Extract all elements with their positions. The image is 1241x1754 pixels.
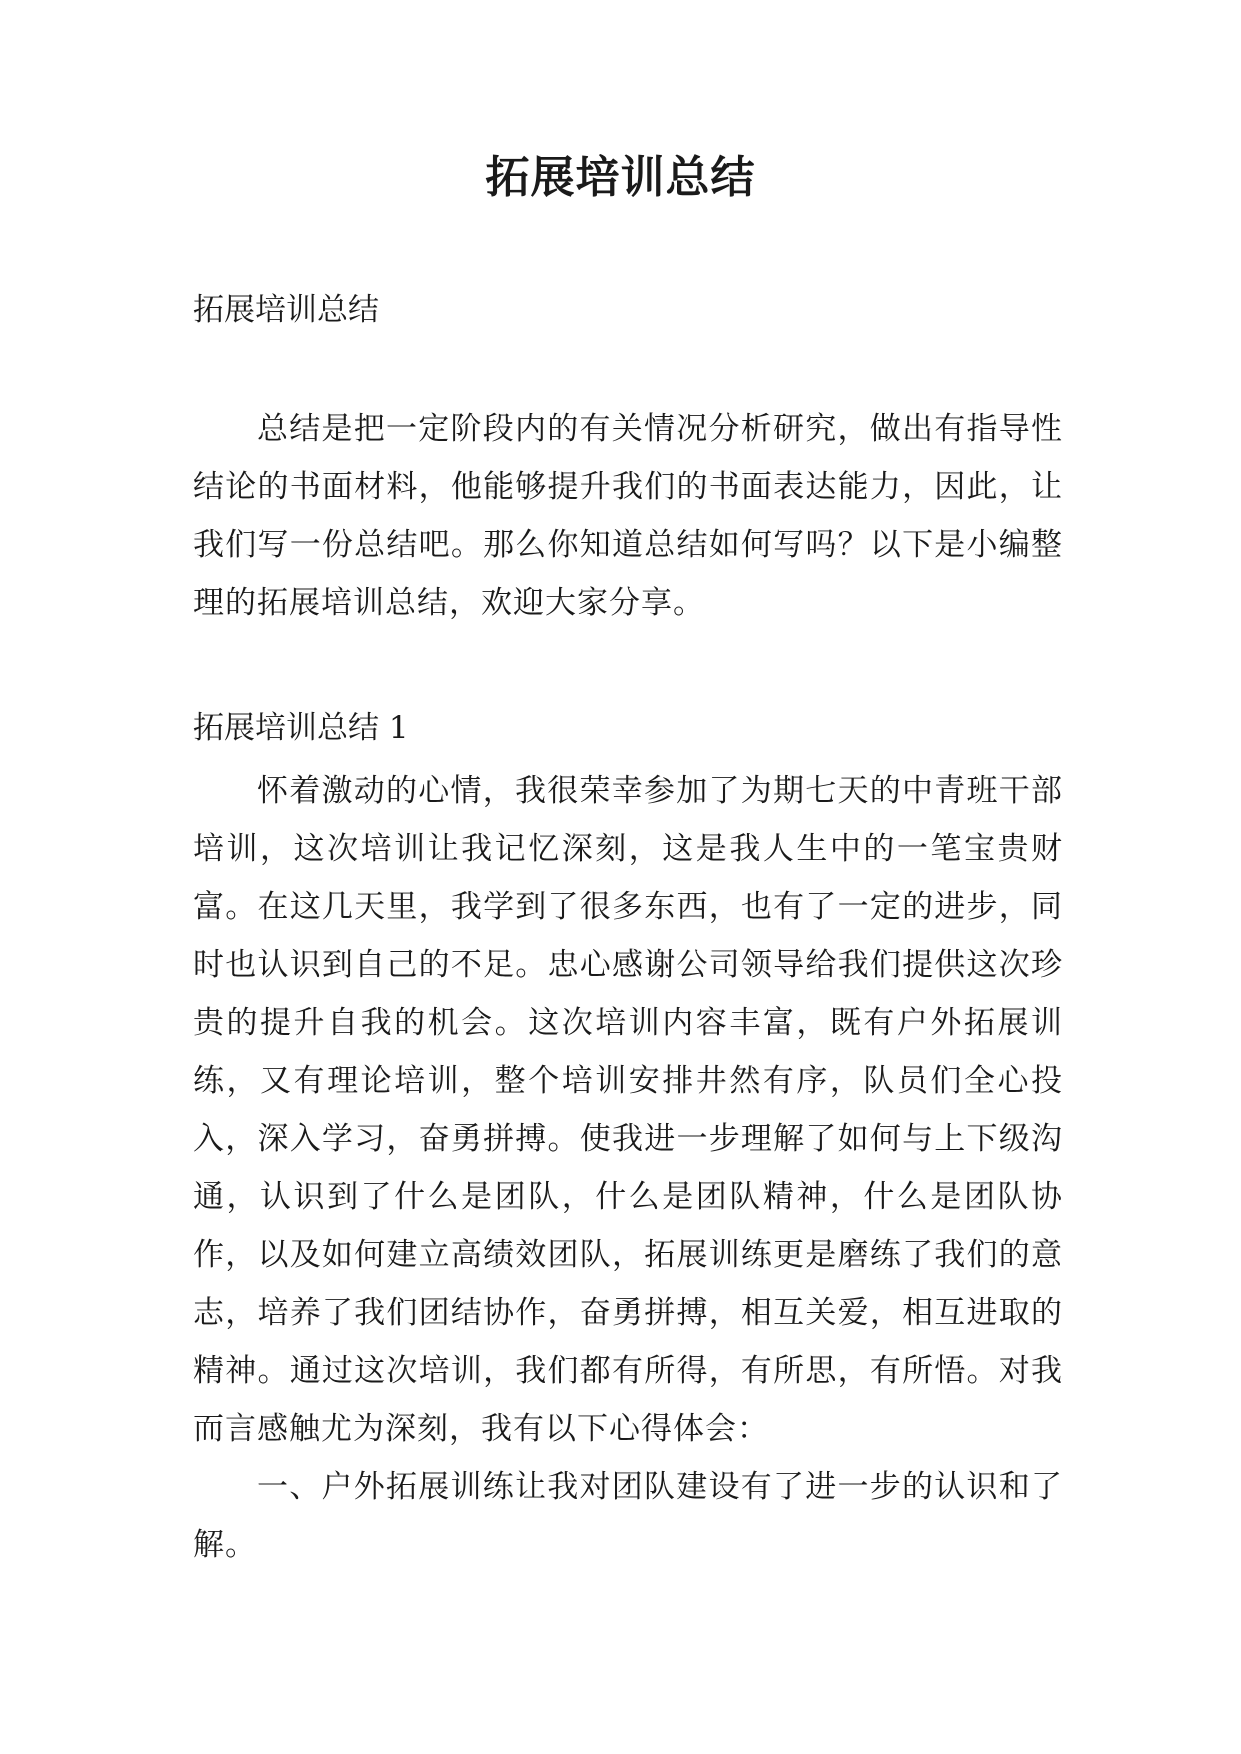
document-subtitle: 拓展培训总结 [193, 292, 379, 328]
section-paragraph: 怀着激动的心情，我很荣幸参加了为期七天的中青班干部培训，这次培训让我记忆深刻，这是我人生中的一笔宝贵财富。在这几天里，我学到了很多东西，也有了一定的进步，同时也认识到自己的不足。忠心感谢公司领导给我们提供这次珍贵的提升自我的机会。这次培训内容丰富，既有户外拓展训练，又有理论培训，整个培训安排井然有序，队员们全心投入，深入学习，奋勇拼搏。使我进一步理解了如何与上下级沟通，认识到了什么是团队，什么是团队精神，什么是团队协作，以及如何建立高绩效团队，拓展训练更是磨练了我们的意志，培养了我们团结协作，奋勇拼搏，相互关爱，相互进取的精神。通过这次培训，我们都有所得，有所思，有所悟。对我而言感触尤为深刻，我有以下心得体会： [193, 773, 1063, 1447]
intro-paragraph: 总结是把一定阶段内的有关情况分析研究，做出有指导性结论的书面材料，他能够提升我们的书面表达能力，因此，让我们写一份总结吧。那么你知道总结如何写吗？以下是小编整理的拓展培训总结，欢迎大家分享。 [193, 411, 1063, 621]
document-body [193, 290, 1063, 1574]
point-paragraph: 一、户外拓展训练让我对团队建设有了进一步的认识和了解。 [193, 1469, 1063, 1563]
section-heading: 拓展培训总结 1 [193, 710, 409, 746]
document-title: 拓展培训总结 [485, 152, 756, 203]
